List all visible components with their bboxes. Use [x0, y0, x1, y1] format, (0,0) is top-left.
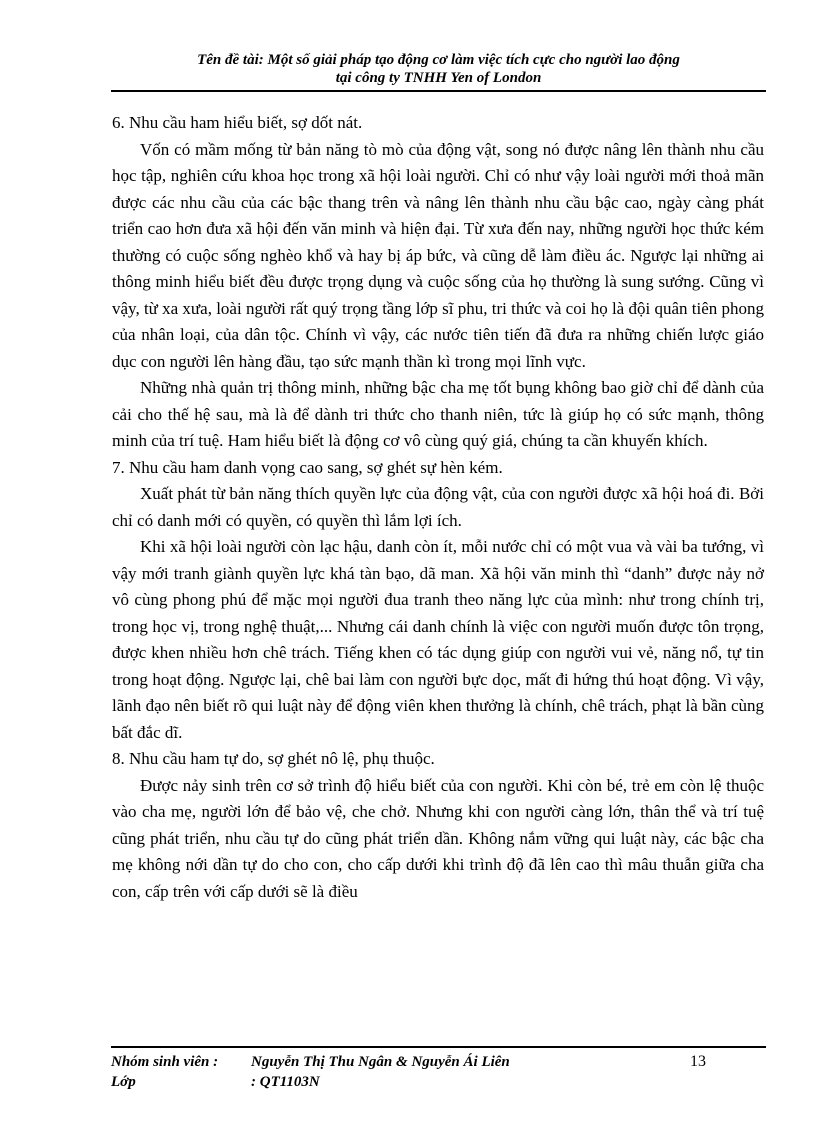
footer-class-row [111, 1072, 766, 1092]
footer-class-label: Lớp [111, 1074, 136, 1090]
paragraph: Những nhà quản trị thông minh, những bậc cha mẹ tốt bụng không bao giờ chỉ để dành của cải cho thế hệ sau, mà là để dành tri thức cho thanh niên, tức là giúp họ có sức mạnh, thông minh của trí tuệ. Ham hiểu biết là động cơ vô cùng quý giá, chúng ta cần khuyến khích. [112, 378, 764, 450]
header-title-line1: Tên đề tài: Một số giải pháp tạo động cơ làm việc tích cực cho người lao động [197, 52, 680, 68]
header-title-line2: tại công ty TNHH Yen of London [335, 70, 542, 86]
section-heading-6: 6. Nhu cầu ham hiểu biết, sợ dốt nát. [112, 113, 363, 132]
paragraph: Khi xã hội loài người còn lạc hậu, danh còn ít, mỗi nước chỉ có một vua và vài ba tướng, vì vậy mới tranh giành quyền lực khá tàn bạo, dã man. Xã hội văn minh thì “danh” được nảy nở vô cùng phong phú để mặc mọi người đua tranh theo năng lực của mình: như trong chính trị, trong học vị, trong nghệ thuật,... Nhưng cái danh chính là việc con người muốn được tôn trọng, được khen nhiều hơn chê trách. Tiếng khen có tác dụng giúp con người vui vẻ, năng nổ, tự tin trong hoạt động. Ngược lại, chê bai làm con người bực dọc, mất đi hứng thú hoạt động. Vì vậy, lãnh đạo nên biết rõ qui luật này để động viên khen thưởng là chính, chê trách, phạt là bần cùng bất đắc dĩ. [112, 537, 764, 742]
page-number: 13 [690, 1053, 706, 1070]
section-heading-8: 8. Nhu cầu ham tự do, sợ ghét nô lệ, phụ thuộc. [112, 749, 435, 768]
page-header [111, 51, 766, 87]
paragraph: Xuất phát từ bản năng thích quyền lực của động vật, của con người được xã hội hoá đi. Bởi chỉ có danh mới có quyền, có quyền thì lắm lợi ích. [112, 484, 764, 530]
footer-group-row [111, 1052, 766, 1072]
paragraph: Được nảy sinh trên cơ sở trình độ hiểu biết của con người. Khi còn bé, trẻ em còn lệ thuộc vào cha mẹ, người lớn để bảo vệ, che chở. Nhưng khi con người càng lớn, thân thể và trí tuệ cũng phát triển, nhu cầu tự do cũng phát triển dần. Không nắm vững qui luật này, các bậc cha mẹ không nới dần tự do cho con, cho cấp dưới khi trình độ đã lên cao thì mâu thuẫn giữa cha con, cấp trên với cấp dưới sẽ là điều [112, 775, 764, 901]
document-body [112, 110, 764, 905]
header-divider [111, 90, 766, 92]
section-heading-7: 7. Nhu cầu ham danh vọng cao sang, sợ ghét sự hèn kém. [112, 457, 503, 477]
footer-divider [111, 1046, 766, 1048]
footer-class-value: : QT1103N [251, 1074, 320, 1090]
footer-group-value: Nguyễn Thị Thu Ngân & Nguyễn Ái Liên [251, 1054, 510, 1070]
paragraph: Vốn có mầm mống từ bản năng tò mò của động vật, song nó được nâng lên thành nhu cầu học tập, nghiên cứu khoa học trong xã hội loài người. Chỉ có như vậy loài người mới thoả mãn được các nhu cầu của các bậc thang trên và nâng lên thành nhu cầu bậc cao, ngày càng phát triển cao hơn đưa xã hội đến văn minh và hiện đại. Từ xưa đến nay, những người học thức kém thường có cuộc sống nghèo khổ và hay bị áp bức, và cũng dễ làm điều ác. Ngược lại những ai thông minh hiểu biết đều được trọng dụng và cuộc sống của họ thường là sung sướng. Cũng vì vậy, từ xa xưa, loài người rất quý trọng tầng lớp sĩ phu, tri thức và coi họ là đội quân tiên phong của nhân loại, của dân tộc. Chính vì vậy, các nước tiên tiến đã đưa ra những chiến lược giáo dục con người lên hàng đầu, tạo sức mạnh thần kì trong mọi lĩnh vực. [112, 139, 764, 371]
page-footer [111, 1052, 766, 1092]
footer-group-label: Nhóm sinh viên : [111, 1054, 219, 1070]
